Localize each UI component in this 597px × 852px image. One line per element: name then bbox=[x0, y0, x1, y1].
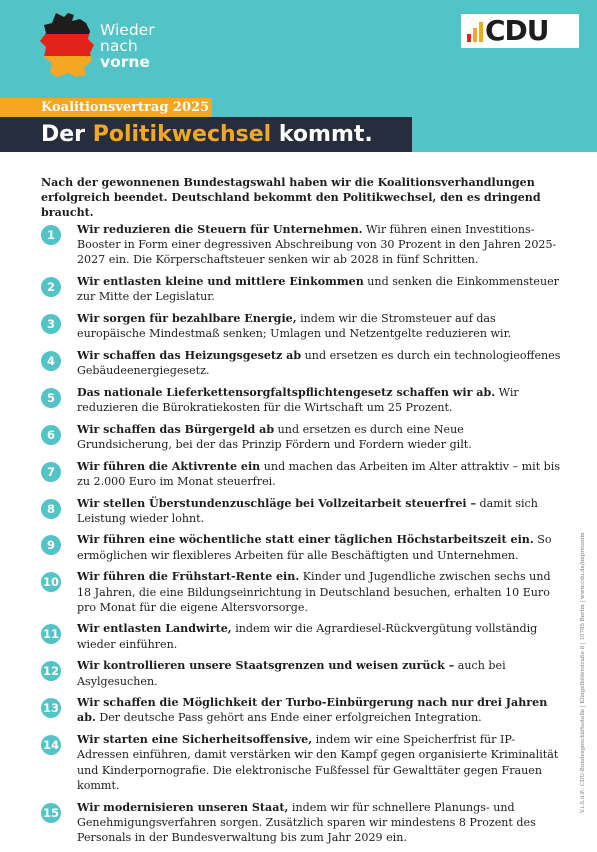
item-number-badge: 8 bbox=[41, 499, 61, 519]
list-item bbox=[41, 274, 561, 304]
item-number-badge: 9 bbox=[41, 535, 61, 555]
list-item bbox=[41, 496, 561, 526]
item-number-badge: 13 bbox=[41, 698, 61, 718]
item-headline: Wir schaffen die Möglichkeit der Turbo-Einbürgerung nach nur drei Jahren ab. bbox=[77, 696, 548, 725]
list-item bbox=[41, 800, 561, 846]
item-number-badge: 15 bbox=[41, 803, 61, 823]
item-text: damit sich Leistung wieder lohnt. bbox=[77, 496, 538, 525]
item-text: Wir reduzieren die Bürokratiekosten für die Wirtschaft um 25 Prozent. bbox=[77, 385, 519, 415]
item-headline: Wir stellen Überstundenzuschläge bei Vollzeitarbeit steuerfrei – bbox=[77, 496, 477, 510]
item-text: indem wir die Agrardiesel-Rückvergütung vollständig wieder einführen. bbox=[77, 622, 538, 651]
title-accent: Politikwechsel bbox=[92, 122, 272, 147]
cdu-logo bbox=[461, 14, 579, 48]
item-text: indem wir eine Speicherfrist für IP-Adressen einführen, damit verstärken wir den Kampf gegen organisierte Kriminalität und Kinderpornografie. Die elektronische Fußfessel für Gewalttäter gegen Frauen kommt. bbox=[77, 733, 559, 792]
list-item bbox=[41, 311, 561, 341]
item-number-badge: 14 bbox=[41, 735, 61, 755]
item-text: So ermöglichen wir flexibleres Arbeiten für alle Beschäftigten und Unternehmen. bbox=[77, 533, 552, 562]
item-headline: Wir führen die Frühstart-Rente ein. bbox=[77, 570, 300, 584]
germany-flag-map-icon bbox=[38, 11, 96, 79]
logo-line-3: vorne bbox=[100, 53, 150, 71]
item-text: und machen das Arbeiten im Alter attraktiv – mit bis zu 2.000 Euro im Monat steuerfrei. bbox=[77, 459, 561, 488]
title-part-1: Der bbox=[41, 122, 93, 147]
list-item bbox=[41, 621, 561, 651]
list-item bbox=[41, 459, 561, 489]
item-text: Wir führen einen Investitions-Booster in Form einer degressiven Abschreibung von 30 Prozent in den Jahren 2025-2027 ein. Die Körperschaftsteuer senken wir ab 2028 in fünf Schritten. bbox=[77, 223, 557, 267]
item-text: auch bei Asylgesuchen. bbox=[77, 659, 506, 688]
logo-line-1: Wieder bbox=[100, 21, 155, 39]
item-headline: Wir entlasten Landwirte, bbox=[77, 622, 232, 636]
campaign-logo-text bbox=[100, 22, 155, 70]
item-number-badge: 11 bbox=[41, 624, 61, 644]
item-number-badge: 4 bbox=[41, 351, 61, 371]
item-text: und senken die Einkommensteuer zur Mitte der Legislatur. bbox=[77, 275, 559, 304]
item-text: indem wir für schnellere Planungs- und Genehmigungsverfahren sorgen. Zusätzlich sparen wir mindestens 8 Prozent des Personals in der Bundesverwaltung bis zum Jahr 2029 ein. bbox=[77, 800, 536, 844]
cdu-logo-bars-icon bbox=[467, 22, 485, 42]
cdu-logo-text: CDU bbox=[485, 14, 549, 47]
item-headline: Wir modernisieren unseren Staat, bbox=[77, 800, 289, 814]
item-text: Kinder und Jugendliche zwischen sechs und 18 Jahren, die eine Bildungseinrichtung in Deutschland besuchen, erhalten 10 Euro pro Monat für die eigene Altersvorsorge. bbox=[77, 570, 551, 614]
intro-paragraph: Nach der gewonnenen Bundestagswahl haben wir die Koalitionsverhandlungen erfolgreich beendet. Deutschland bekommt den Politikwechsel, den es dringend braucht. bbox=[41, 176, 541, 219]
title-part-2: kommt. bbox=[271, 122, 373, 147]
item-headline: Wir schaffen das Bürgergeld ab bbox=[77, 422, 275, 436]
list-item bbox=[41, 385, 561, 415]
list-item bbox=[41, 569, 561, 615]
item-number-badge: 1 bbox=[41, 225, 61, 245]
item-headline: Das nationale Lieferkettensorgfaltspflichtengesetz schaffen wir ab. bbox=[77, 385, 496, 399]
item-text: Der deutsche Pass gehört ans Ende einer erfolgreichen Integration. bbox=[95, 711, 482, 725]
subtitle-band: Koalitionsvertrag 2025 bbox=[0, 98, 212, 117]
item-headline: Wir reduzieren die Steuern für Unternehmen. bbox=[77, 223, 363, 236]
list-item bbox=[41, 532, 561, 562]
item-headline: Wir starten eine Sicherheitsoffensive, bbox=[77, 733, 313, 747]
item-text: und ersetzen es durch ein technologieoffenes Gebäudeenergiegesetz. bbox=[77, 348, 561, 378]
imprint-text: V.i.S.d.P.: CDU-Bundesgeschäftsstelle | Klingelhöferstraße 8 | 10785 Berlin | www.cdu.de/impressum bbox=[580, 532, 586, 813]
item-headline: Wir kontrollieren unsere Staatsgrenzen und weisen zurück – bbox=[77, 659, 455, 673]
item-headline: Wir schaffen das Heizungsgesetz ab bbox=[77, 348, 302, 362]
item-text: und ersetzen es durch eine Neue Grundsicherung, bei der das Prinzip Fördern und Fordern wieder gilt. bbox=[77, 422, 472, 451]
item-number-badge: 6 bbox=[41, 425, 61, 445]
page-title bbox=[0, 117, 412, 152]
item-text: indem wir die Stromsteuer auf das europäische Mindestmaß senken; Umlagen und Netzentgelte reduzieren wir. bbox=[77, 312, 512, 341]
list-item bbox=[41, 422, 561, 452]
item-number-badge: 12 bbox=[41, 661, 61, 681]
list-item bbox=[41, 658, 561, 688]
item-number-badge: 5 bbox=[41, 388, 61, 408]
policy-list bbox=[41, 222, 561, 852]
list-item bbox=[41, 732, 561, 793]
list-item bbox=[41, 695, 561, 725]
list-item bbox=[41, 222, 561, 268]
item-headline: Wir führen eine wöchentliche statt einer täglichen Höchstarbeitszeit ein. bbox=[77, 533, 534, 547]
item-number-badge: 7 bbox=[41, 462, 61, 482]
item-number-badge: 2 bbox=[41, 277, 61, 297]
item-headline: Wir führen die Aktivrente ein bbox=[77, 459, 261, 473]
item-headline: Wir entlasten kleine und mittlere Einkommen bbox=[77, 275, 364, 289]
item-number-badge: 3 bbox=[41, 314, 61, 334]
item-number-badge: 10 bbox=[41, 572, 61, 592]
logo-line-2: nach bbox=[100, 37, 138, 55]
item-headline: Wir sorgen für bezahlbare Energie, bbox=[77, 312, 297, 326]
list-item bbox=[41, 348, 561, 378]
